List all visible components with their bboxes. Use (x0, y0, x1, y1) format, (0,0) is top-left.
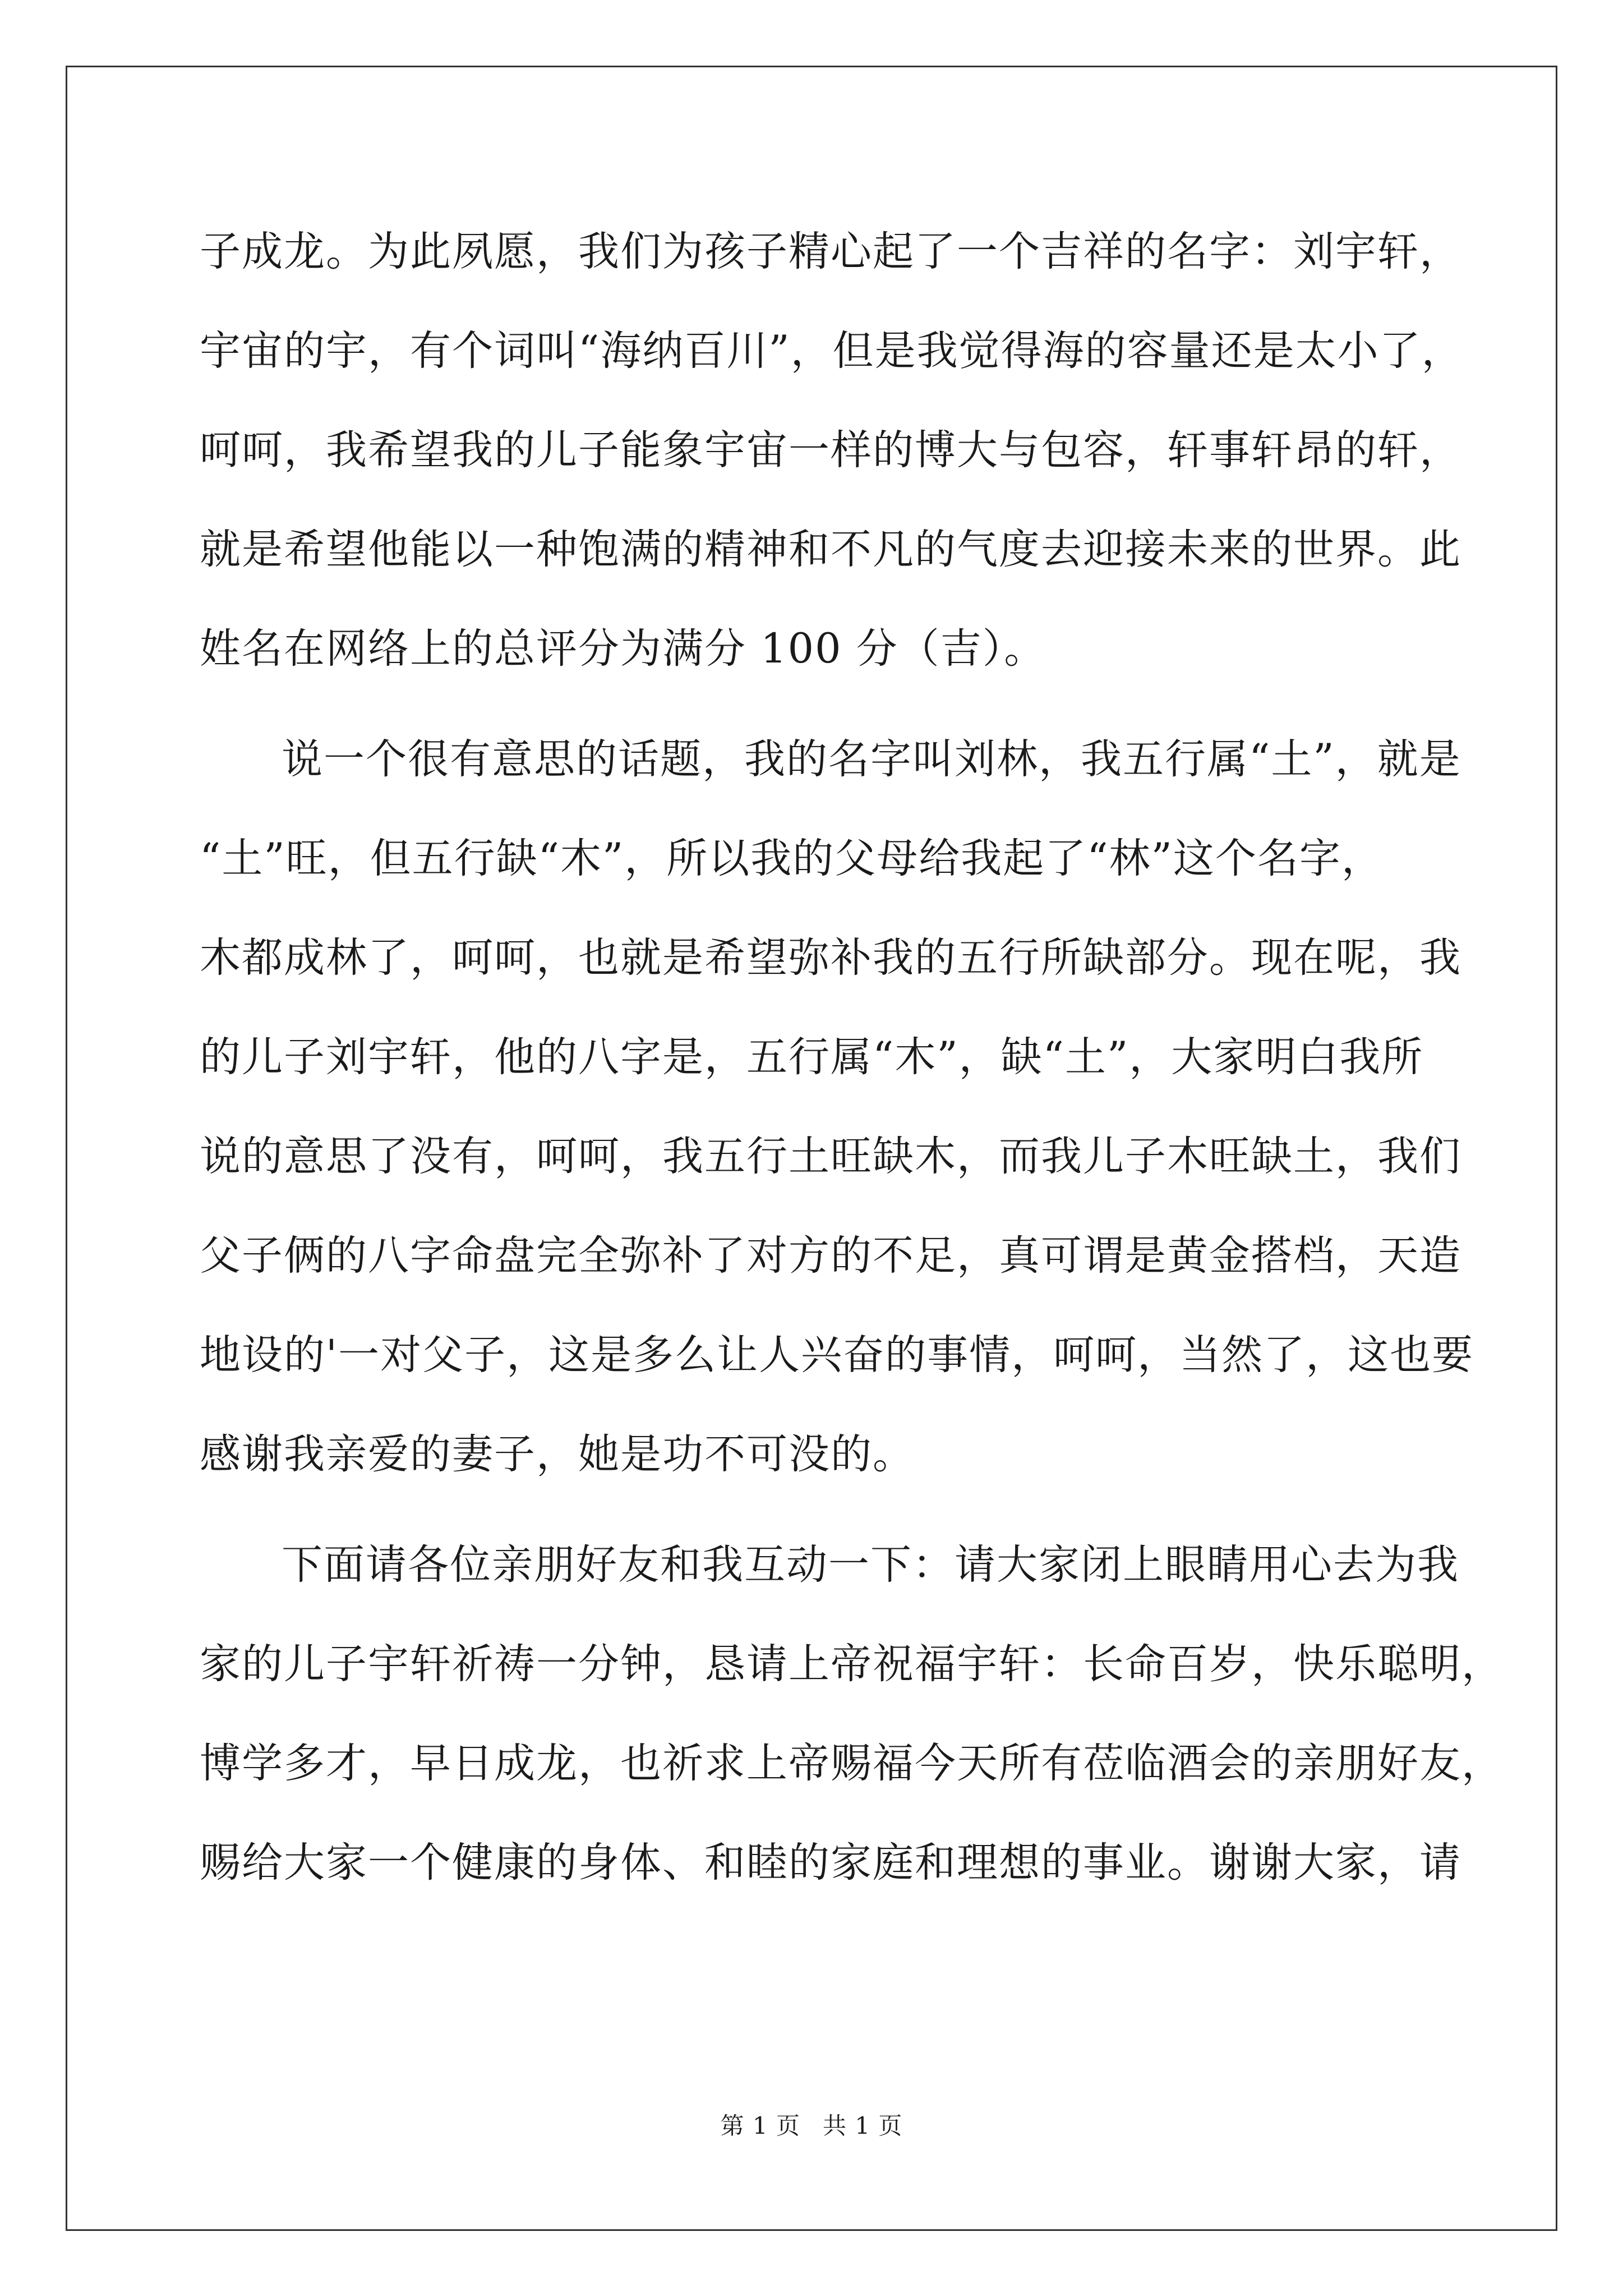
paragraph-3-line-4: 赐给大家一个健康的身体、和睦的家庭和理想的事业。谢谢大家，请 (200, 1839, 1461, 1887)
document-body (200, 202, 1504, 1912)
paragraph-1-line-3: 呵呵，我希望我的儿子能象宇宙一样的博大与包容，轩事轩昂的轩， (200, 426, 1461, 474)
paragraph-1-line-5: 姓名在网络上的总评分为满分 100 分（吉）。 (200, 625, 1046, 673)
paragraph-2-line-7: 地设的'一对父子，这是多么让人兴奋的事情，呵呵，当然了，这也要 (200, 1331, 1474, 1379)
paragraph-gap (200, 698, 1456, 710)
paragraph-2-line-3: 木都成林了，呵呵，也就是希望弥补我的五行所缺部分。现在呢，我 (200, 934, 1461, 982)
page-total: 共 1 页 (823, 2112, 903, 2139)
paragraph-3-line-2: 家的儿子宇轩祈祷一分钟，恳请上帝祝福宇轩：长命百岁，快乐聪明， (200, 1640, 1504, 1688)
paragraph-2-line-2: “土”旺，但五行缺“木”，所以我的父母给我起了“林”这个名字， (200, 835, 1384, 882)
paragraph-2-line-4: 的儿子刘宇轩，他的八字是，五行属“木”，缺“土”，大家明白我所 (200, 1033, 1424, 1081)
page-number: 第 1 页 (720, 2112, 800, 2139)
paragraph-1-line-4: 就是希望他能以一种饱满的精神和不凡的气度去迎接未来的世界。此 (200, 526, 1461, 573)
paragraph-1-line-1: 子成龙。为此夙愿，我们为孩子精心起了一个吉祥的名字：刘宇轩， (200, 228, 1461, 275)
paragraph-gap (200, 1504, 1456, 1515)
paragraph-3-line-3: 博学多才，早日成龙，也祈求上帝赐福今天所有莅临酒会的亲朋好友， (200, 1740, 1504, 1787)
page-footer (0, 2109, 1623, 2143)
paragraph-2-line-6: 父子俩的八字命盘完全弥补了对方的不足，真可谓是黄金搭档，天造 (200, 1232, 1461, 1280)
paragraph-1-line-2: 宇宙的宇，有个词叫“海纳百川”，但是我觉得海的容量还是太小了， (200, 327, 1464, 375)
paragraph-2-line-8: 感谢我亲爱的妻子，她是功不可没的。 (200, 1430, 915, 1478)
paragraph-2-line-5: 说的意思了没有，呵呵，我五行土旺缺木，而我儿子木旺缺土，我们 (200, 1133, 1461, 1180)
paragraph-2-line-1: 说一个很有意思的话题，我的名字叫刘林，我五行属“土”，就是 (282, 735, 1461, 783)
paragraph-3-line-1: 下面请各位亲朋好友和我互动一下：请大家闭上眼睛用心去为我 (282, 1541, 1459, 1589)
